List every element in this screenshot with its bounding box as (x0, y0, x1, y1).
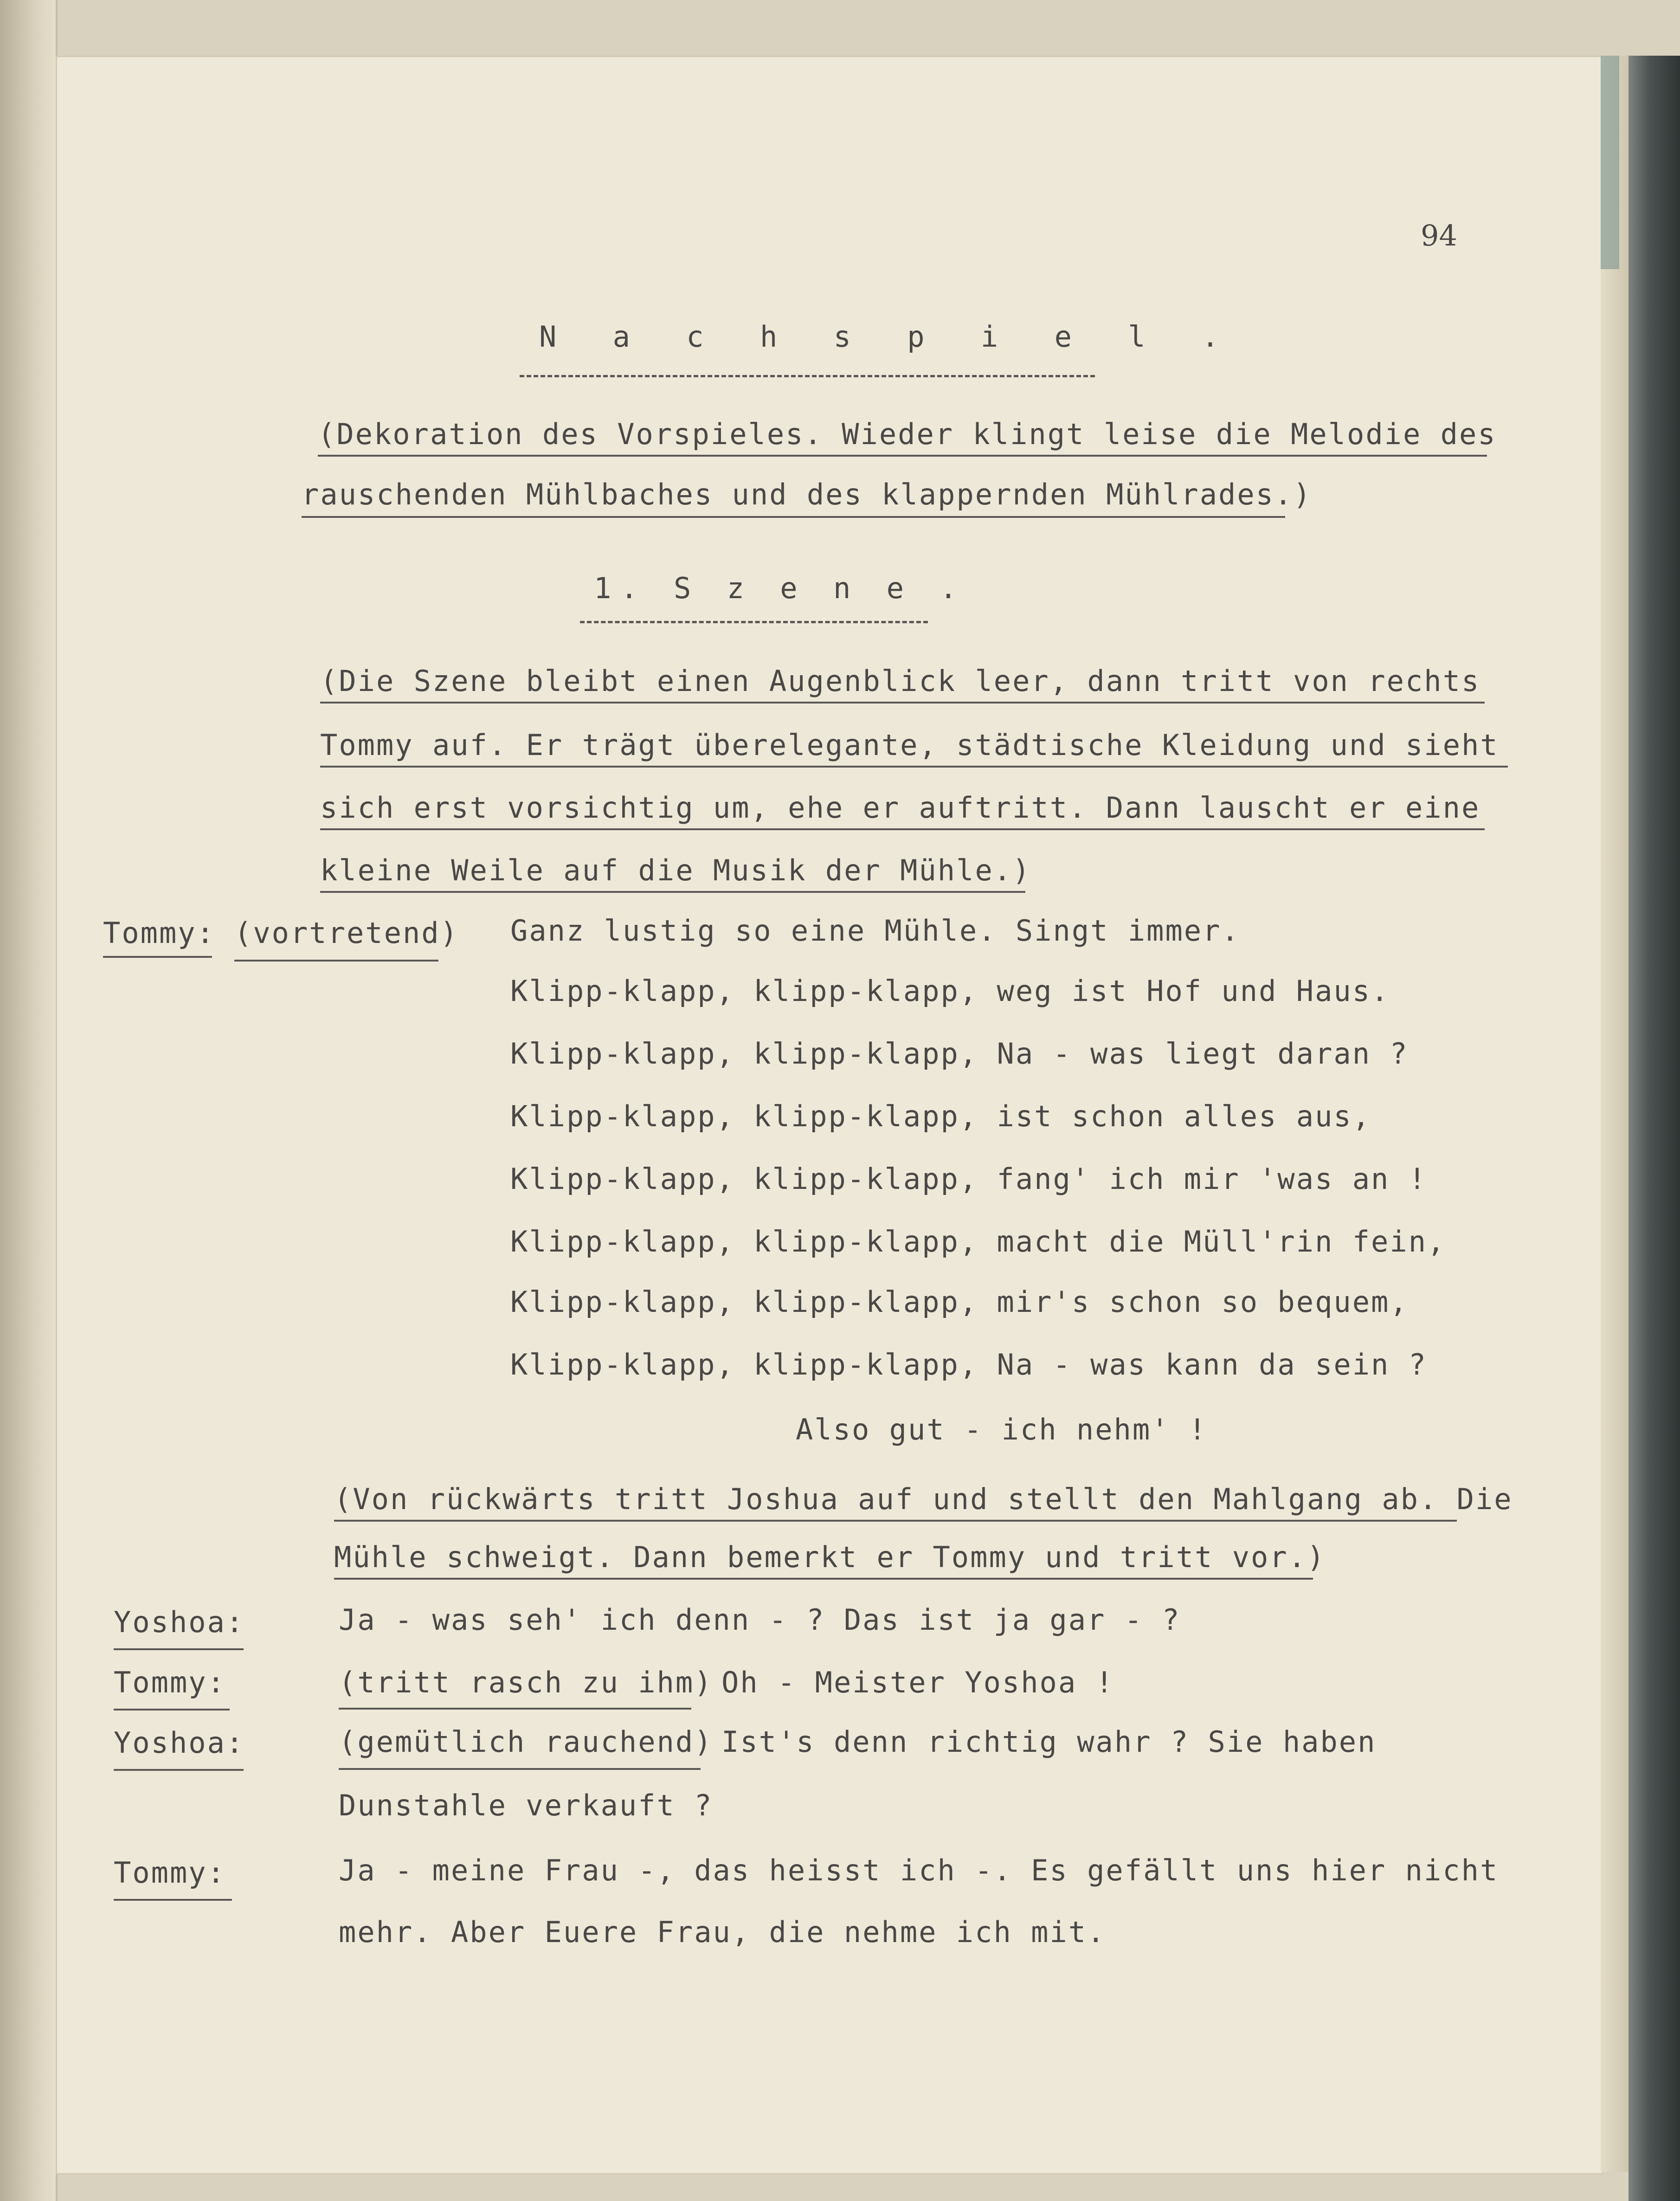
underline (339, 1708, 691, 1710)
scene-heading-underline (580, 621, 928, 623)
dialogue-line: Ja - meine Frau -, das heisst ich -. Es gefällt uns hier nicht (339, 1853, 1499, 1887)
book-gutter (0, 0, 58, 2201)
intro-line-2: rauschenden Mühlbaches und des klappernden Mühlrades.) (302, 478, 1312, 511)
underline (320, 766, 1508, 768)
underline (320, 891, 1025, 893)
title-underline (520, 375, 1095, 377)
verse-line: Klipp-klapp, klipp-klapp, mir's schon so bequem, (510, 1285, 1409, 1319)
intro-line-1: (Dekoration des Vorspieles. Wieder klingt leise die Melodie des (318, 417, 1497, 451)
dialogue-line: Ist's denn richtig wahr ? Sie haben (721, 1725, 1377, 1759)
underline (318, 455, 1487, 457)
page-edge (1601, 56, 1629, 2172)
underline (114, 1709, 230, 1710)
scene-direction-line-3: sich erst vorsichtig um, ehe er auftritt. Dann lauscht er eine (320, 791, 1480, 825)
cover-strip (1601, 56, 1619, 269)
dialogue-line: mehr. Aber Euere Frau, die nehme ich mit. (339, 1915, 1106, 1949)
underline (103, 956, 212, 958)
verse-line: Klipp-klapp, klipp-klapp, Na - was liegt daran ? (510, 1037, 1409, 1071)
dialogue-line: Oh - Meister Yoshoa ! (721, 1665, 1114, 1699)
stage-direction: (vortretend) (234, 916, 459, 950)
stage-direction-line-2: Mühle schweigt. Dann bemerkt er Tommy und tritt vor.) (334, 1540, 1326, 1574)
scene-direction-line-2: Tommy auf. Er trägt überelegante, städtische Kleidung und sieht (320, 728, 1499, 762)
verse-line: Ganz lustig so eine Mühle. Singt immer. (510, 914, 1240, 948)
speaker-name: Tommy: (103, 916, 215, 950)
underline (320, 702, 1485, 704)
underline (114, 1899, 232, 1901)
underline (334, 1520, 1457, 1522)
verse-line: Klipp-klapp, klipp-klapp, ist schon alles aus, (510, 1099, 1371, 1133)
underline (339, 1768, 701, 1770)
speaker-name: Tommy: (114, 1665, 226, 1699)
verse-line: Klipp-klapp, klipp-klapp, Na - was kann da sein ? (510, 1348, 1428, 1381)
scene-heading: 1. S z e n e . (594, 571, 966, 605)
stage-direction: (gemütlich rauchend) (339, 1725, 713, 1759)
underline (302, 516, 1285, 518)
speaker-name: Tommy: (114, 1856, 226, 1890)
speaker-name: Yoshoa: (114, 1605, 245, 1639)
underline (114, 1648, 244, 1650)
underline (114, 1769, 244, 1771)
speaker-name: Yoshoa: (114, 1726, 245, 1760)
underline (234, 960, 438, 962)
underline (320, 828, 1485, 830)
stage-direction: (tritt rasch zu ihm) (339, 1665, 713, 1699)
verse-line: Klipp-klapp, klipp-klapp, macht die Müll'rin fein, (510, 1225, 1446, 1259)
page-number: 94 (1421, 219, 1457, 252)
scene-direction-line-1: (Die Szene bleibt einen Augenblick leer, dann tritt von rechts (320, 664, 1480, 698)
underline (334, 1578, 1313, 1580)
verse-line: Klipp-klapp, klipp-klapp, fang' ich mir 'was an ! (510, 1162, 1428, 1196)
dialogue-line: Dunstahle verkauft ? (339, 1788, 713, 1822)
stage-direction-line-1: (Von rückwärts tritt Joshua auf und stellt den Mahlgang ab. Die (334, 1482, 1513, 1516)
verse-line: Also gut - ich nehm' ! (796, 1413, 1208, 1446)
book-cover-edge (1629, 56, 1680, 2201)
page-title: N a c h s p i e l . (539, 320, 1239, 354)
verse-line: Klipp-klapp, klipp-klapp, weg ist Hof und Haus. (510, 974, 1390, 1008)
dialogue-line: Ja - was seh' ich denn - ? Das ist ja gar - ? (339, 1603, 1181, 1637)
scene-direction-line-4: kleine Weile auf die Musik der Mühle.) (320, 853, 1031, 887)
